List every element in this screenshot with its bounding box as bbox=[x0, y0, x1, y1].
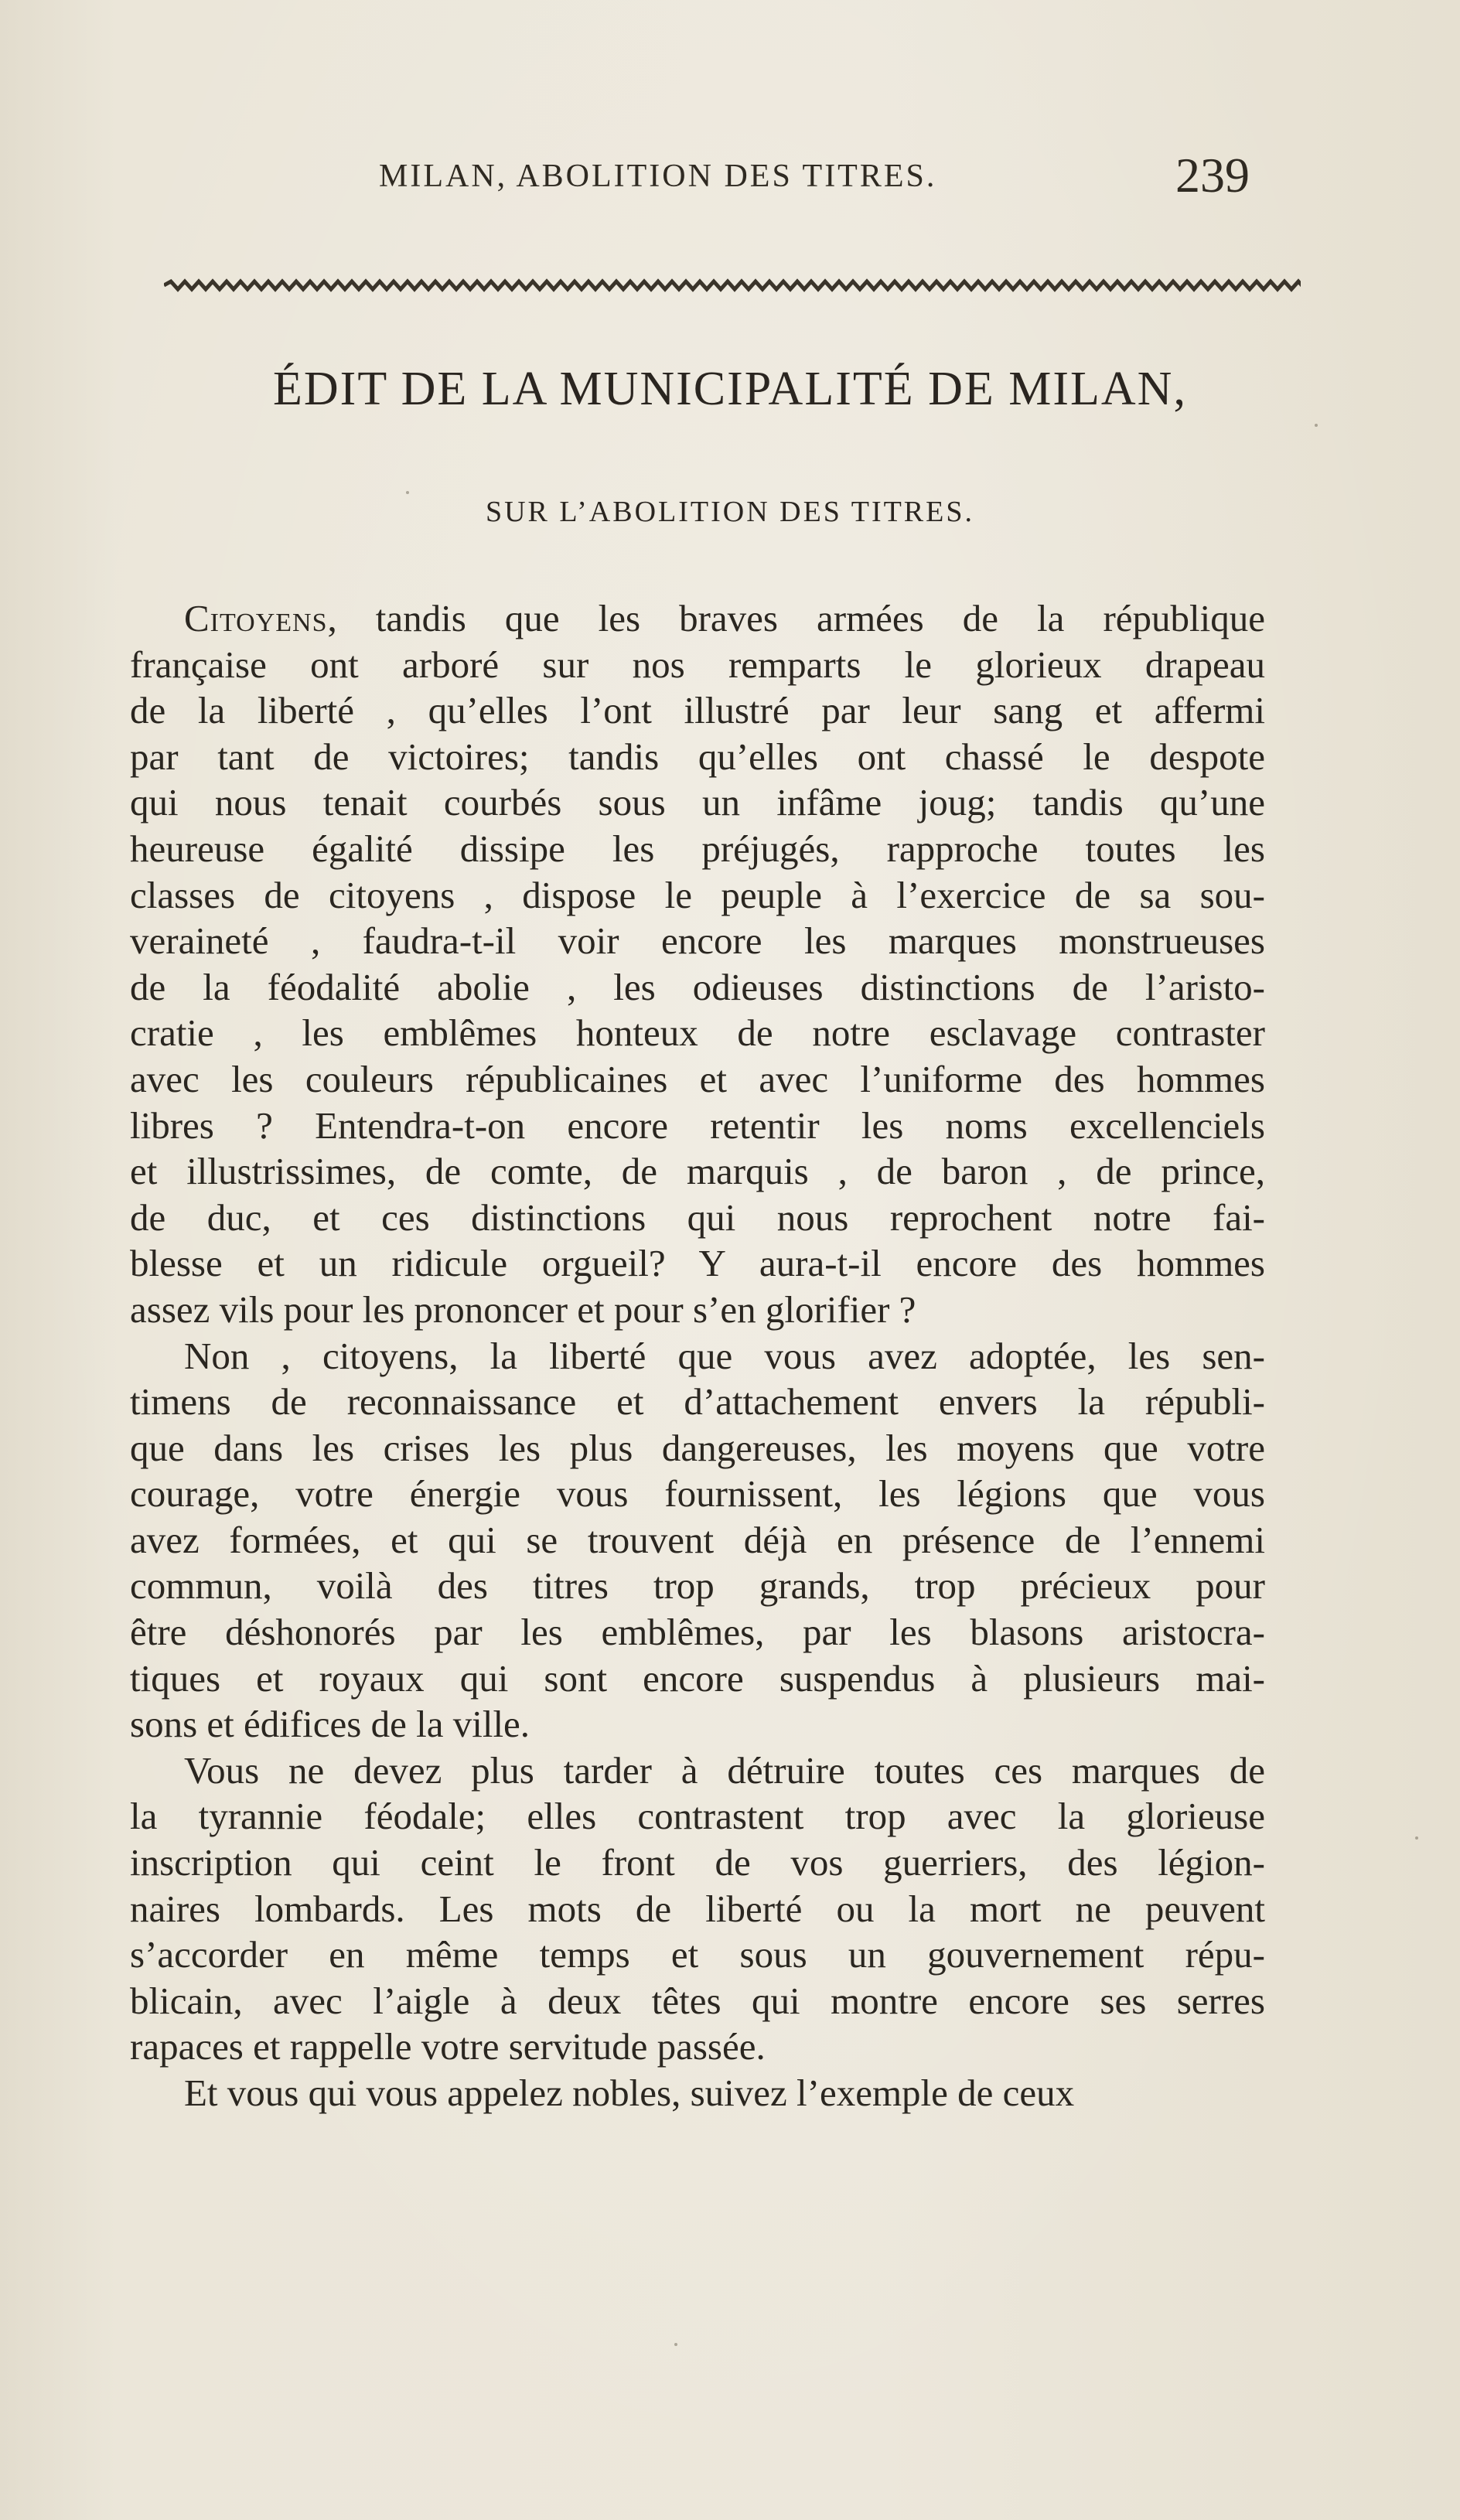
line-text: que dans les crises les plus dangereuses, les moyens que votre bbox=[130, 1426, 1265, 1469]
text-line bbox=[130, 1195, 1265, 1241]
line-text: naires lombards. Les mots de liberté ou la mort ne peuvent bbox=[130, 1887, 1265, 1930]
line-text: inscription qui ceint le front de vos guerriers, des légion- bbox=[130, 1841, 1265, 1884]
line-text: avez formées, et qui se trouvent déjà en présence de l’ennemi bbox=[130, 1518, 1265, 1561]
text-line bbox=[130, 964, 1265, 1011]
text-line bbox=[130, 1056, 1265, 1103]
line-text: Non , citoyens, la liberté que vous avez adoptée, les sen- bbox=[184, 1334, 1265, 1377]
line-text: être déshonorés par les emblêmes, par les blasons aristocra- bbox=[130, 1611, 1265, 1654]
text-line bbox=[130, 1425, 1265, 1471]
line-text: veraineté , faudra-t-il voir encore les marques monstrueuses bbox=[130, 919, 1265, 963]
running-head bbox=[0, 147, 1460, 217]
line-text: courage, votre énergie vous fournissent, les légions que vous bbox=[130, 1472, 1265, 1516]
paper-speck bbox=[1415, 1836, 1418, 1840]
line-text: avec les couleurs républicaines et avec l’uniforme des hommes bbox=[130, 1057, 1265, 1100]
line-text: s’accorder en même temps et sous un gouvernement répu- bbox=[130, 1933, 1265, 1976]
text-line bbox=[130, 1840, 1265, 1886]
text-line bbox=[130, 2024, 1265, 2070]
line-text: timens de reconnaissance et d’attachement envers la républi- bbox=[130, 1380, 1265, 1424]
text-line bbox=[130, 1978, 1265, 2024]
line-text: cratie , les emblêmes honteux de notre esclavage contraster bbox=[130, 1011, 1265, 1055]
line-text: rapaces et rappelle votre servitude passée. bbox=[130, 2025, 766, 2068]
line-text: tiques et royaux qui sont encore suspendus à plusieurs mai- bbox=[130, 1656, 1265, 1700]
line-text: qui nous tenait courbés sous un infâme joug; tandis qu’une bbox=[130, 781, 1265, 824]
text-line bbox=[130, 1010, 1265, 1056]
text-line bbox=[130, 1793, 1265, 1840]
text-line bbox=[130, 1701, 1265, 1748]
line-text: , tandis que les braves armées de la république bbox=[327, 597, 1265, 639]
text-line bbox=[130, 687, 1265, 734]
line-text: blicain, avec l’aigle à deux têtes qui montre encore ses serres bbox=[130, 1979, 1265, 2022]
text-line bbox=[130, 918, 1265, 964]
edict-title: ÉDIT DE LA MUNICIPALITÉ DE MILAN, bbox=[273, 363, 1187, 415]
line-text: commun, voilà des titres trop grands, trop précieux pour bbox=[130, 1564, 1265, 1608]
edict-subtitle: SUR L’ABOLITION DES TITRES. bbox=[485, 496, 975, 528]
line-text: classes de citoyens , dispose le peuple à l’exercice de sa sou- bbox=[130, 873, 1265, 916]
line-text: et illustrissimes, de comte, de marquis , de baron , de prince, bbox=[130, 1150, 1265, 1193]
text-line bbox=[130, 642, 1265, 688]
line-text: de la féodalité abolie , les odieuses distinctions de l’aristo- bbox=[130, 965, 1265, 1008]
line-text: la tyrannie féodale; elles contrastent trop avec la glorieuse bbox=[130, 1795, 1265, 1838]
running-title: MILAN, ABOLITION DES TITRES. bbox=[379, 159, 937, 194]
text-line bbox=[130, 1240, 1265, 1287]
text-line bbox=[130, 1886, 1265, 1932]
body-text bbox=[130, 595, 1265, 2116]
text-line bbox=[130, 734, 1265, 780]
line-text: libres ? Entendra-t-on encore retentir les noms excellenciels bbox=[130, 1103, 1265, 1147]
paper-speck bbox=[1315, 424, 1318, 427]
text-line bbox=[130, 1471, 1265, 1517]
text-line bbox=[130, 872, 1265, 919]
line-text: de la liberté , qu’elles l’ont illustré par leur sang et affermi bbox=[130, 689, 1265, 732]
text-line bbox=[130, 1148, 1265, 1195]
ornamental-rule bbox=[164, 277, 1301, 294]
text-line bbox=[130, 1287, 1265, 1333]
text-line bbox=[130, 1563, 1265, 1609]
line-text: Et vous qui vous appelez nobles, suivez l’exemple de ceux bbox=[184, 2072, 1075, 2114]
text-line bbox=[130, 1379, 1265, 1425]
text-line bbox=[130, 779, 1265, 826]
text-line bbox=[130, 1103, 1265, 1149]
line-text: heureuse égalité dissipe les préjugés, rapproche toutes les bbox=[130, 827, 1265, 870]
line-text: sons et édifices de la ville. bbox=[130, 1703, 530, 1746]
text-line bbox=[130, 1932, 1265, 1978]
text-line bbox=[130, 2070, 1265, 2116]
line-text: par tant de victoires; tandis qu’elles ont chassé le despote bbox=[130, 735, 1265, 778]
page-number: 239 bbox=[1175, 148, 1250, 203]
text-line bbox=[130, 1517, 1265, 1563]
line-text: française ont arboré sur nos remparts le glorieux drapeau bbox=[130, 643, 1265, 686]
line-text: blesse et un ridicule orgueil? Y aura-t-il encore des hommes bbox=[130, 1242, 1265, 1285]
text-line bbox=[130, 1333, 1265, 1379]
paper-speck bbox=[674, 2343, 677, 2346]
line-text: Vous ne devez plus tarder à détruire toutes ces marques de bbox=[184, 1748, 1265, 1792]
line-text: de duc, et ces distinctions qui nous reprochent notre fai- bbox=[130, 1195, 1265, 1239]
opening-word: Citoyens bbox=[184, 597, 328, 639]
text-line bbox=[130, 1748, 1265, 1794]
text-line bbox=[130, 1609, 1265, 1656]
wavy-rule-icon bbox=[164, 277, 1301, 294]
line-text: assez vils pour les prononcer et pour s’en glorifier ? bbox=[130, 1287, 916, 1331]
paper-speck bbox=[406, 491, 409, 494]
text-line bbox=[130, 826, 1265, 872]
text-line bbox=[130, 595, 1265, 642]
text-line bbox=[130, 1656, 1265, 1702]
